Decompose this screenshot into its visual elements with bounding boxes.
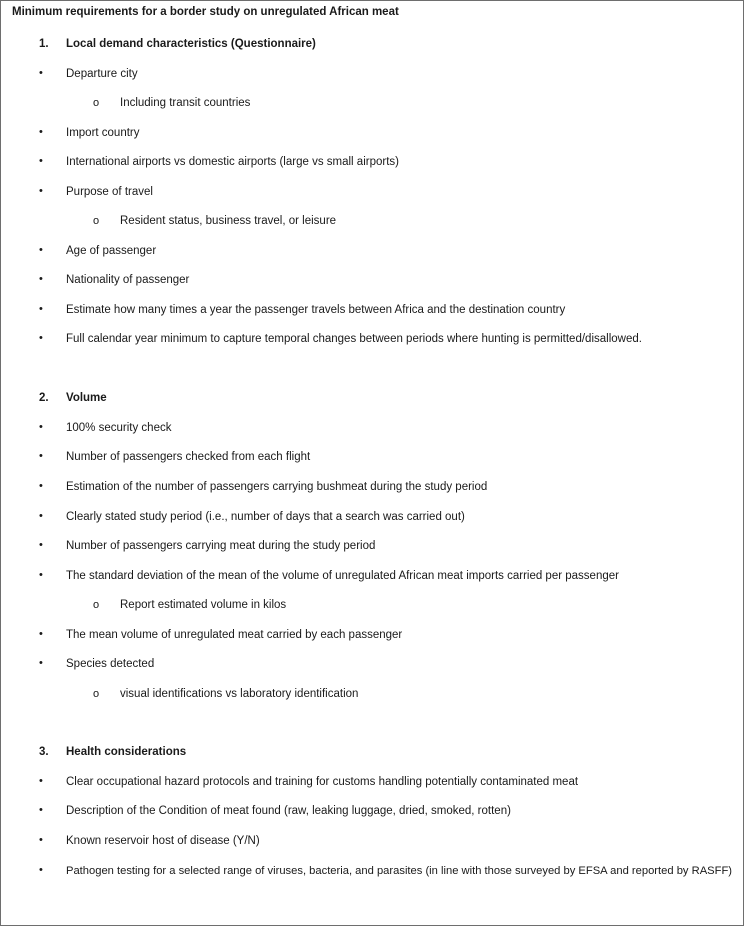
bullet-icon: • [39,421,43,433]
document-title: Minimum requirements for a border study on unregulated African meat [12,6,399,18]
bullet-icon: • [39,510,43,522]
bullet-icon: • [39,67,43,79]
bullet-icon: • [39,450,43,462]
bullet-icon: • [39,804,43,816]
bullet-icon: • [39,126,43,138]
bullet-icon: • [39,155,43,167]
section-number: 1. [39,38,49,50]
bullet-icon: • [39,657,43,669]
bullet-icon: • [39,332,43,344]
document-frame: Minimum requirements for a border study on unregulated African meat 1. Local demand characteristics (Questionnaire) • Departure city o Including transit countries • Import country • International airports vs domestic airports (large vs small airports) • Purpose of travel o Resident status, business travel, or leisure • Age of passenger • Nationality of passenger • Estimate how many times a year the passenger travels between Africa and the destination country • Full calendar year minimum to capture temporal changes between periods where hunting is permitted/disallowed. 2. Volume • 100% security check • Number of passengers checked from each flight • Estimation of the number of passengers carrying bushmeat during the study period • Clearly stated study period (i.e., number of days that a search was carried out) • Number of passengers carrying meat during the study period • The standard deviation of the mean of the volume of unregulated African meat imports carried per passenger o Report estimated volume in kilos • The mean volume of unregulated meat carried by each passenger • Species detected o visual identifications vs laboratory identification 3. Health considerations • Clear occupational hazard protocols and training for customs handling potentially contaminated meat • Description of the Condition of meat found (raw, leaking luggage, dried, smoked, rotten) • Known reservoir host of disease (Y/N) • Pathogen testing for a selected range of viruses, bacteria, and parasites (in line with those surveyed by EFSA and reported by RASFF) [0,0,744,926]
bullet-icon: • [39,273,43,285]
bullet-icon: • [39,480,43,492]
sub-bullet-icon: o [93,688,100,700]
sub-bullet-icon: o [93,215,100,227]
sub-bullet-icon: o [93,599,100,611]
section-1-heading [39,38,316,50]
section-title: Local demand characteristics (Questionnaire) [66,38,316,50]
section-2-heading [39,392,107,404]
bullet-icon: • [39,569,43,581]
bullet-icon: • [39,539,43,551]
bullet-icon: • [39,864,43,876]
sub-bullet-icon: o [93,97,100,109]
bullet-icon: • [39,303,43,315]
section-title: Volume [66,392,107,404]
section-title: Health considerations [66,746,187,758]
section-3-heading [39,746,186,758]
bullet-icon: • [39,628,43,640]
section-number: 2. [39,392,49,404]
bullet-icon: • [39,244,43,256]
bullet-icon: • [39,185,43,197]
bullet-icon: • [39,775,43,787]
section-number: 3. [39,746,49,758]
bullet-icon: • [39,834,43,846]
